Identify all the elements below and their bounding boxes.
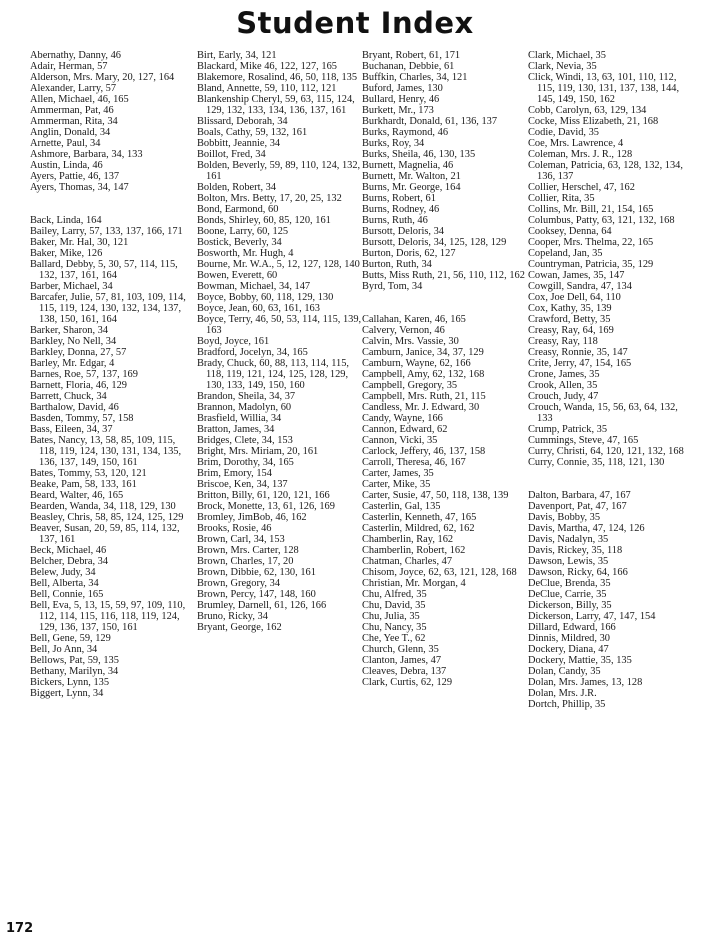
index-entry: Ayers, Thomas, 34, 147 (30, 182, 129, 193)
index-entry: Creasy, Ray, 118 (528, 336, 598, 347)
index-entry: Campbell, Amy, 62, 132, 168 (362, 369, 485, 380)
index-entry: Cooper, Mrs. Thelma, 22, 165 (528, 237, 654, 248)
index-entry: Bell, Jo Ann, 34 (30, 644, 98, 655)
index-entry: Brock, Monette, 13, 61, 126, 169 (197, 501, 335, 512)
index-entry: Campbell, Mrs. Ruth, 21, 115 (362, 391, 486, 402)
index-entry: Back, Linda, 164 (30, 215, 102, 226)
index-entry: Coleman, Patricia, 63, 128, 132, 134, 136, 137 (528, 160, 683, 182)
index-entry: Barley, Mr. Edgar, 4 (30, 358, 115, 369)
page-number: 172 (6, 921, 34, 936)
index-entry: Cobb, Carolyn, 63, 129, 134 (528, 105, 647, 116)
index-entry: Bridges, Clete, 34, 153 (197, 435, 293, 446)
index-entry: Buffkin, Charles, 34, 121 (362, 72, 468, 83)
index-entry: Clanton, James, 47 (362, 655, 442, 666)
index-entry: Dortch, Phillip, 35 (528, 699, 606, 710)
index-entry: Cannon, Vicki, 35 (362, 435, 438, 446)
index-entry: Chamberlin, Robert, 162 (362, 545, 466, 556)
index-entry: Dinnis, Mildred, 30 (528, 633, 610, 644)
index-entry: Cocke, Miss Elizabeth, 21, 168 (528, 116, 659, 127)
index-entry: Bowen, Everett, 60 (197, 270, 278, 281)
index-entry: Bolton, Mrs. Betty, 17, 20, 25, 132 (197, 193, 342, 204)
index-entry: Collier, Herschel, 47, 162 (528, 182, 635, 193)
index-entry: Dickerson, Billy, 35 (528, 600, 612, 611)
index-entry: Carlock, Jeffery, 46, 137, 158 (362, 446, 486, 457)
index-entry: Chatman, Charles, 47 (362, 556, 453, 567)
index-entry: Brown, Percy, 147, 148, 160 (197, 589, 316, 600)
index-entry: Chu, Alfred, 35 (362, 589, 427, 600)
index-entry: Creasy, Ray, 64, 169 (528, 325, 614, 336)
index-entry: Bryant, Robert, 61, 171 (362, 50, 461, 61)
index-entry: Anglin, Donald, 34 (30, 127, 111, 138)
index-entry: Carter, Susie, 47, 50, 118, 138, 139 (362, 490, 509, 501)
index-entry: Blankenship Cheryl, 59, 63, 115, 124, 129, 132, 133, 134, 136, 137, 161 (197, 94, 355, 116)
index-entry: Britton, Billy, 61, 120, 121, 166 (197, 490, 330, 501)
index-entry: Baker, Mr. Hal, 30, 121 (30, 237, 129, 248)
index-entry: Copeland, Jan, 35 (528, 248, 603, 259)
index-entry: Clark, Michael, 35 (528, 50, 606, 61)
index-entry: Cooksey, Denna, 64 (528, 226, 612, 237)
index-entry: Cleaves, Debra, 137 (362, 666, 447, 677)
index-entry: Bethany, Marilyn, 34 (30, 666, 119, 677)
index-entry: Collier, Rita, 35 (528, 193, 595, 204)
index-entry: Bursott, Deloris, 34, 125, 128, 129 (362, 237, 507, 248)
index-column-2 (197, 50, 362, 633)
index-entry: Burks, Raymond, 46 (362, 127, 449, 138)
index-entry: Crouch, Wanda, 15, 56, 63, 64, 132, 133 (528, 402, 678, 424)
index-entry: Dalton, Barbara, 47, 167 (528, 490, 631, 501)
index-entry: Belcher, Debra, 34 (30, 556, 109, 567)
index-entry: Crouch, Judy, 47 (528, 391, 599, 402)
index-entry: Crawford, Betty, 35 (528, 314, 611, 325)
index-entry: Brown, Dibbie, 62, 130, 161 (197, 567, 316, 578)
index-entry: Burton, Ruth, 34 (362, 259, 432, 270)
index-entry: Burns, Robert, 61 (362, 193, 436, 204)
index-column-3 (362, 50, 527, 688)
index-entry: Bolden, Beverly, 59, 89, 110, 124, 132, 161 (197, 160, 361, 182)
index-entry: Collins, Mr. Bill, 21, 154, 165 (528, 204, 654, 215)
index-entry: Bell, Connie, 165 (30, 589, 104, 600)
index-entry: Davenport, Pat, 47, 167 (528, 501, 627, 512)
index-entry: Bass, Eileen, 34, 37 (30, 424, 113, 435)
index-entry: Davis, Martha, 47, 124, 126 (528, 523, 645, 534)
index-column-4 (528, 50, 693, 710)
index-entry: Austin, Linda, 46 (30, 160, 103, 171)
index-entry: Bourne, Mr. W.A., 5, 12, 127, 128, 140 (197, 259, 360, 270)
index-entry: Briscoe, Ken, 34, 137 (197, 479, 288, 490)
index-entry: Dillard, Edward, 166 (528, 622, 616, 633)
index-entry: Brim, Emory, 154 (197, 468, 272, 479)
index-entry: Chamberlin, Ray, 162 (362, 534, 454, 545)
index-entry: Coleman, Mrs. J. R., 128 (528, 149, 633, 160)
index-entry: Columbus, Patty, 63, 121, 132, 168 (528, 215, 675, 226)
index-entry: Candless, Mr. J. Edward, 30 (362, 402, 480, 413)
index-entry: Burnett, Magnelia, 46 (362, 160, 454, 171)
index-entry: Camburn, Janice, 34, 37, 129 (362, 347, 484, 358)
index-entry: Boyce, Jean, 60, 63, 161, 163 (197, 303, 320, 314)
index-entry: Bruno, Ricky, 34 (197, 611, 268, 622)
index-entry: Carter, Mike, 35 (362, 479, 431, 490)
index-entry: Barnes, Roe, 57, 137, 169 (30, 369, 138, 380)
index-entry: Boyce, Terry, 46, 50, 53, 114, 115, 139, 163 (197, 314, 362, 336)
index-entry: Bond, Earmond, 60 (197, 204, 279, 215)
index-entry: Coe, Mrs. Lawrence, 4 (528, 138, 624, 149)
index-entry: Bryant, George, 162 (197, 622, 282, 633)
index-entry: Bobbitt, Jeannie, 34 (197, 138, 281, 149)
index-entry: Brannon, Madolyn, 60 (197, 402, 292, 413)
index-entry: Dolan, Mrs. J.R. (528, 688, 597, 699)
index-entry: Codie, David, 35 (528, 127, 599, 138)
index-entry: Barker, Sharon, 34 (30, 325, 109, 336)
index-entry: Dolan, Mrs. James, 13, 128 (528, 677, 643, 688)
index-entry: Dawson, Ricky, 64, 166 (528, 567, 628, 578)
index-entry: Bolden, Robert, 34 (197, 182, 277, 193)
index-entry: Callahan, Karen, 46, 165 (362, 314, 466, 325)
index-entry: Butts, Miss Ruth, 21, 56, 110, 112, 162 (362, 270, 525, 281)
index-entry: Burton, Doris, 62, 127 (362, 248, 456, 259)
index-entry: Bullard, Henry, 46 (362, 94, 440, 105)
index-entry: Chu, Julia, 35 (362, 611, 420, 622)
index-entry: Beard, Walter, 46, 165 (30, 490, 124, 501)
index-entry: Cowgill, Sandra, 47, 134 (528, 281, 632, 292)
index-entry: Bates, Tommy, 53, 120, 121 (30, 468, 147, 479)
index-entry: Davis, Rickey, 35, 118 (528, 545, 623, 556)
index-entry: Bell, Gene, 59, 129 (30, 633, 111, 644)
index-entry: Chu, Nancy, 35 (362, 622, 427, 633)
index-entry: Clark, Nevia, 35 (528, 61, 597, 72)
index-entry: Christian, Mr. Morgan, 4 (362, 578, 466, 589)
index-entry: Cannon, Edward, 62 (362, 424, 448, 435)
index-entry: Ashmore, Barbara, 34, 133 (30, 149, 143, 160)
index-entry: Curry, Connie, 35, 118, 121, 130 (528, 457, 665, 468)
index-entry: Boillot, Fred, 34 (197, 149, 266, 160)
index-entry: Carroll, Theresa, 46, 167 (362, 457, 466, 468)
index-entry: Barthalow, David, 46 (30, 402, 119, 413)
index-entry: Casterlin, Mildred, 62, 162 (362, 523, 475, 534)
index-entry: DeClue, Brenda, 35 (528, 578, 611, 589)
index-entry: Cummings, Steve, 47, 165 (528, 435, 639, 446)
index-entry: Brown, Charles, 17, 20 (197, 556, 294, 567)
index-entry: Burkett, Mr., 173 (362, 105, 434, 116)
index-entry: Burns, Ruth, 46 (362, 215, 428, 226)
index-entry: Brasfield, Willia, 34 (197, 413, 282, 424)
index-entry: Adair, Herman, 57 (30, 61, 108, 72)
index-entry: Beaver, Susan, 20, 59, 85, 114, 132, 137, 161 (30, 523, 180, 545)
index-entry: Bromley, JimBob, 46, 162 (197, 512, 307, 523)
index-entry: Bailey, Larry, 57, 133, 137, 166, 171 (30, 226, 183, 237)
index-entry: Brown, Mrs. Carter, 128 (197, 545, 299, 556)
index-entry: Cowan, James, 35, 147 (528, 270, 625, 281)
index-entry: Boyd, Joyce, 161 (197, 336, 270, 347)
index-entry: Crone, James, 35 (528, 369, 600, 380)
index-entry: Bonds, Shirley, 60, 85, 120, 161 (197, 215, 331, 226)
index-entry: Brandon, Sheila, 34, 37 (197, 391, 296, 402)
index-entry: Belew, Judy, 34 (30, 567, 96, 578)
index-entry: Chisom, Joyce, 62, 63, 121, 128, 168 (362, 567, 517, 578)
index-entry: Blakemore, Rosalind, 46, 50, 118, 135 (197, 72, 358, 83)
index-entry: Biggert, Lynn, 34 (30, 688, 104, 699)
index-entry: Dickerson, Larry, 47, 147, 154 (528, 611, 656, 622)
index-entry: Blackard, Mike 46, 122, 127, 165 (197, 61, 337, 72)
index-column-1 (30, 50, 195, 699)
index-entry: Barnett, Floria, 46, 129 (30, 380, 127, 391)
index-entry: Crump, Patrick, 35 (528, 424, 608, 435)
index-entry: Beake, Pam, 58, 133, 161 (30, 479, 137, 490)
index-entry: Barkley, No Nell, 34 (30, 336, 117, 347)
index-entry: Boals, Cathy, 59, 132, 161 (197, 127, 308, 138)
index-entry: Bell, Alberta, 34 (30, 578, 99, 589)
index-entry: Byrd, Tom, 34 (362, 281, 423, 292)
index-entry: Bell, Eva, 5, 13, 15, 59, 97, 109, 110, 112, 114, 115, 116, 118, 119, 124, 129, 136, 137, 150, 161 (30, 600, 186, 633)
index-entry: Brady, Chuck, 60, 88, 113, 114, 115, 118, 119, 121, 124, 125, 128, 129, 130, 133, 149, 150, 160 (197, 358, 349, 391)
letter-section-gap (362, 292, 527, 314)
index-entry: Burks, Roy, 34 (362, 138, 425, 149)
index-entry: Countryman, Patricia, 35, 129 (528, 259, 654, 270)
index-entry: Burns, Mr. George, 164 (362, 182, 461, 193)
index-entry: Crite, Jerry, 47, 154, 165 (528, 358, 632, 369)
index-entry: Curry, Christi, 64, 120, 121, 132, 168 (528, 446, 684, 457)
index-entry: Arnette, Paul, 34 (30, 138, 101, 149)
index-entry: Bosworth, Mr. Hugh, 4 (197, 248, 294, 259)
index-entry: Brim, Dorothy, 34, 165 (197, 457, 294, 468)
index-entry: Brown, Carl, 34, 153 (197, 534, 285, 545)
index-entry: Dockery, Mattie, 35, 135 (528, 655, 632, 666)
index-entry: Baker, Mike, 126 (30, 248, 103, 259)
index-entry: Bratton, James, 34 (197, 424, 275, 435)
index-entry: Dockery, Diana, 47 (528, 644, 609, 655)
index-entry: Church, Glenn, 35 (362, 644, 439, 655)
index-entry: Allen, Michael, 46, 165 (30, 94, 129, 105)
index-entry: Carter, James, 35 (362, 468, 434, 479)
index-entry: Bradford, Jocelyn, 34, 165 (197, 347, 308, 358)
index-entry: DeClue, Carrie, 35 (528, 589, 607, 600)
index-entry: Blissard, Deborah, 34 (197, 116, 288, 127)
index-entry: Candy, Wayne, 166 (362, 413, 443, 424)
index-entry: Barkley, Donna, 27, 57 (30, 347, 127, 358)
index-entry: Davis, Nadalyn, 35 (528, 534, 609, 545)
index-entry: Camburn, Wayne, 62, 166 (362, 358, 471, 369)
index-entry: Buford, James, 130 (362, 83, 443, 94)
index-entry: Barcafer, Julie, 57, 81, 103, 109, 114, 115, 119, 124, 130, 132, 134, 137, 138, 150, 161, 164 (30, 292, 186, 325)
index-entry: Cox, Kathy, 35, 139 (528, 303, 612, 314)
index-entry: Bowman, Michael, 34, 147 (197, 281, 311, 292)
index-entry: Bright, Mrs. Miriam, 20, 161 (197, 446, 319, 457)
index-entry: Ballard, Debby, 5, 30, 57, 114, 115, 132, 137, 161, 164 (30, 259, 178, 281)
index-entry: Bland, Annette, 59, 110, 112, 121 (197, 83, 337, 94)
index-entry: Boyce, Bobby, 60, 118, 129, 130 (197, 292, 334, 303)
index-entry: Dolan, Candy, 35 (528, 666, 601, 677)
page-title: Student Index (236, 6, 474, 40)
index-entry: Buchanan, Debbie, 61 (362, 61, 455, 72)
index-entry: Basden, Tommy, 57, 158 (30, 413, 134, 424)
index-entry: Burns, Rodney, 46 (362, 204, 440, 215)
index-entry: Ammerman, Rita, 34 (30, 116, 118, 127)
index-entry: Bellows, Pat, 59, 135 (30, 655, 119, 666)
index-entry: Burnett, Mr. Walton, 21 (362, 171, 461, 182)
index-entry: Abernathy, Danny, 46 (30, 50, 121, 61)
index-entry: Alexander, Larry, 57 (30, 83, 117, 94)
index-entry: Chu, David, 35 (362, 600, 426, 611)
index-entry: Casterlin, Gal, 135 (362, 501, 441, 512)
letter-section-gap (528, 468, 693, 490)
index-entry: Bursott, Deloris, 34 (362, 226, 444, 237)
index-entry: Casterlin, Kenneth, 47, 165 (362, 512, 477, 523)
index-entry: Clark, Curtis, 62, 129 (362, 677, 453, 688)
index-entry: Creasy, Ronnie, 35, 147 (528, 347, 628, 358)
index-entry: Bates, Nancy, 13, 58, 85, 109, 115, 118, 119, 124, 130, 131, 134, 135, 136, 137, 149, 150, 161 (30, 435, 182, 468)
index-entry: Bearden, Wanda, 34, 118, 129, 130 (30, 501, 176, 512)
index-entry: Beck, Michael, 46 (30, 545, 107, 556)
index-entry: Click, Windi, 13, 63, 101, 110, 112, 115, 119, 130, 131, 137, 138, 144, 145, 149, 150, 162 (528, 72, 680, 105)
index-entry: Che, Yee T., 62 (362, 633, 426, 644)
index-entry: Bostick, Beverly, 34 (197, 237, 282, 248)
index-entry: Crook, Allen, 35 (528, 380, 598, 391)
index-entry: Birt, Early, 34, 121 (197, 50, 277, 61)
index-entry: Brumley, Darnell, 61, 126, 166 (197, 600, 327, 611)
index-entry: Beasley, Chris, 58, 85, 124, 125, 129 (30, 512, 184, 523)
index-entry: Boone, Larry, 60, 125 (197, 226, 289, 237)
index-entry: Calvery, Vernon, 46 (362, 325, 445, 336)
index-entry: Dawson, Lewis, 35 (528, 556, 609, 567)
index-entry: Brown, Gregory, 34 (197, 578, 281, 589)
index-entry: Davis, Bobby, 35 (528, 512, 601, 523)
letter-section-gap (30, 193, 195, 215)
index-entry: Brooks, Rosie, 46 (197, 523, 272, 534)
index-entry: Campbell, Gregory, 35 (362, 380, 458, 391)
index-entry: Alderson, Mrs. Mary, 20, 127, 164 (30, 72, 175, 83)
index-entry: Calvin, Mrs. Vassie, 30 (362, 336, 459, 347)
index-entry: Cox, Joe Dell, 64, 110 (528, 292, 621, 303)
index-entry: Ayers, Pattie, 46, 137 (30, 171, 120, 182)
index-entry: Barrett, Chuck, 34 (30, 391, 107, 402)
index-entry: Bickers, Lynn, 135 (30, 677, 110, 688)
index-entry: Burks, Sheila, 46, 130, 135 (362, 149, 476, 160)
index-entry: Ammerman, Pat, 46 (30, 105, 114, 116)
index-entry: Barber, Michael, 34 (30, 281, 113, 292)
index-entry: Burkhardt, Donald, 61, 136, 137 (362, 116, 498, 127)
